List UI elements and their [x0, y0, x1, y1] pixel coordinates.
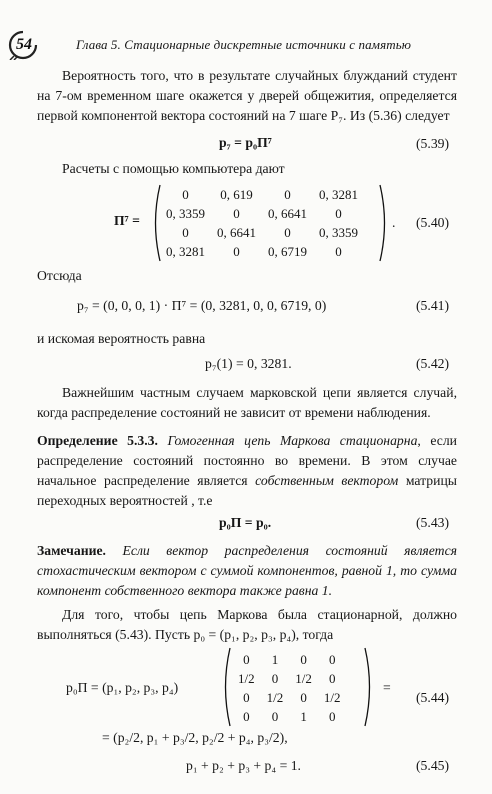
matrix-cell: 0 [328, 670, 336, 686]
equation-number: (5.44) [416, 690, 450, 705]
running-header: Глава 5. Стационарные дискретные источники с памятью [76, 37, 411, 52]
matrix-cell: 0 [328, 651, 336, 667]
equation-5-42: p₇(1) = 0, 3281. [205, 356, 292, 371]
definition-text: , если распределение состояний постоянно во времени. В этом случае начальное распределение является [37, 433, 457, 488]
matrix-row [232, 707, 347, 726]
equation-number: (5.42) [416, 356, 450, 371]
matrix-row [232, 669, 347, 688]
paragraph-important-case: Важнейшим частным случаем марковской цепи является случай, когда распределение состояний не зависит от времени наблюдения. [37, 385, 457, 420]
matrix-cell: 0, 3281 [166, 243, 205, 259]
matrix-cell: 1 [271, 651, 279, 667]
matrix-cell: 0 [300, 651, 307, 667]
equation-5-43: p₀Π = p₀. [219, 515, 272, 530]
matrix-cell: 0 [328, 708, 336, 724]
matrix-trailing-dot: . [392, 215, 396, 230]
remark [37, 541, 457, 601]
equation-number: (5.40) [416, 215, 450, 230]
matrix-cell: 0, 619 [220, 186, 253, 202]
paragraph-hence: Отсюда [37, 268, 82, 283]
matrix-lhs: Π⁷ = [114, 213, 140, 228]
matrix-cell: 0, 6641 [268, 205, 307, 221]
paragraph-probability: и искомая вероятность равна [37, 331, 206, 346]
equals-sign: = [383, 680, 391, 695]
definition-term-eigenvector: собственным вектором [255, 473, 399, 488]
right-paren-icon [363, 646, 375, 728]
definition-term: Гомогенная цепь Маркова стационарна [167, 433, 418, 448]
remark-text: Если вектор распределения состояний является стохастическим вектором с суммой компонентов, равной 1, то сумма компонент собственного вектора также равна 1. [37, 543, 458, 598]
matrix-cell: 1/2 [323, 689, 341, 705]
equation-5-45: p₁ + p₂ + p₃ + p₄ = 1. [186, 758, 301, 773]
equation-number: (5.39) [416, 136, 450, 151]
matrix-row [232, 650, 347, 669]
equation-number: (5.43) [416, 515, 450, 530]
equation-number: (5.41) [416, 298, 450, 313]
matrix-cell: 0, 6719 [268, 243, 307, 259]
matrix-cell: 0, 3359 [319, 224, 358, 240]
matrix-cell: 0 [335, 205, 342, 221]
matrix-row [160, 185, 364, 204]
matrix-cell: 0 [243, 651, 250, 667]
definition-label: Определение 5.3.3. [37, 433, 158, 448]
equation-5-44-line2: = (p₂/2, p₁ + p₃/2, p₂/2 + p₄, p₃/2), [102, 730, 288, 745]
matrix-cell: 0 [243, 689, 250, 705]
equation-5-39: p₇ = p₀Π⁷ [219, 135, 272, 150]
definition-5-3-3 [37, 431, 457, 511]
matrix-cell: 0 [182, 186, 189, 202]
matrix-row [232, 688, 347, 707]
transition-matrix-power-7 [160, 185, 364, 261]
matrix-cell: 0 [233, 243, 240, 259]
matrix-cell: 1 [300, 708, 307, 724]
matrix-cell: 0 [271, 670, 279, 686]
matrix-row [160, 223, 364, 242]
matrix-row [160, 204, 364, 223]
left-paren-icon [220, 646, 232, 728]
matrix-cell: 0 [335, 243, 342, 259]
definition-text-end: матрицы переходных вероятностей , т.е [37, 473, 457, 508]
matrix-cell: 0, 6641 [217, 224, 256, 240]
matrix-cell: 0 [284, 186, 291, 202]
matrix-cell: 0, 3281 [319, 186, 358, 202]
matrix-cell: 0 [182, 224, 189, 240]
matrix-cell: 0 [300, 689, 307, 705]
matrix-row [160, 242, 364, 261]
paragraph-intro: Вероятность того, что в результате случайных блужданий студент на 7-ом временном шаге окажется у дверей общежития, определяется первой компонентой вектора состояний на 7 шаге P₇. Из (5.36) следует [37, 68, 457, 123]
matrix-cell: 0 [243, 708, 250, 724]
matrix-cell: 0 [271, 708, 279, 724]
matrix-cell: 0, 3359 [166, 205, 205, 221]
remark-label: Замечание. [37, 543, 106, 558]
page-number: 54 [16, 36, 32, 53]
matrix-cell: 1/2 [266, 689, 284, 705]
right-paren-icon [378, 183, 390, 263]
equation-5-41: p₇ = (0, 0, 0, 1) · Π⁷ = (0, 3281, 0, 0, 6719, 0) [77, 298, 327, 313]
matrix-cell: 1/2 [238, 670, 255, 686]
matrix-cell: 0 [233, 205, 240, 221]
equation-number: (5.45) [416, 758, 450, 773]
transition-matrix [232, 650, 347, 726]
paragraph-stationary: Для того, чтобы цепь Маркова была стационарной, должно выполняться (5.43). Пусть p₀ = (p₁, p₂, p₃, p₄), тогда [37, 607, 457, 642]
matrix-cell: 1/2 [295, 670, 312, 686]
matrix-cell: 0 [284, 224, 291, 240]
paragraph-computation: Расчеты с помощью компьютера дают [62, 161, 285, 176]
equation-5-44-lhs: p₀Π = (p₁, p₂, p₃, p₄) [66, 680, 179, 695]
